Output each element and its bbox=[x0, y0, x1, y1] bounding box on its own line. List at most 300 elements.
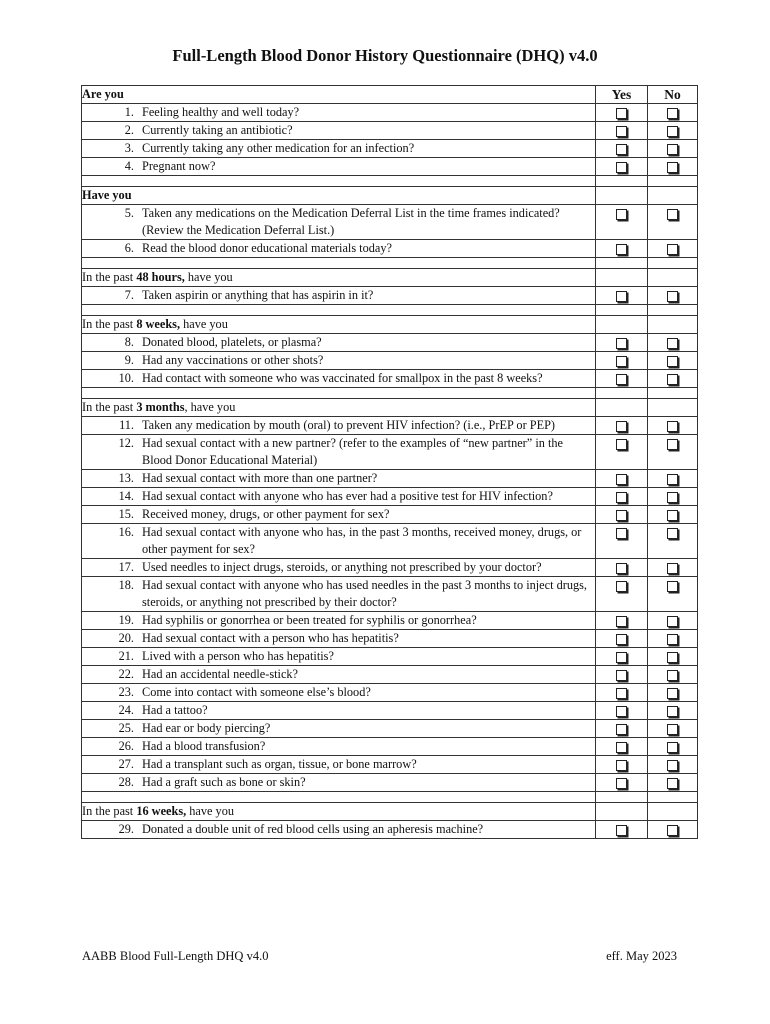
spacer-cell bbox=[596, 388, 648, 399]
question-text: Had contact with someone who was vaccinated for smallpox in the past 8 weeks? bbox=[142, 371, 543, 385]
question bbox=[82, 666, 595, 683]
yes-checkbox[interactable] bbox=[616, 108, 627, 119]
answer-yes-cell bbox=[596, 122, 648, 140]
yes-checkbox[interactable] bbox=[616, 760, 627, 771]
question bbox=[82, 720, 595, 737]
question-cell bbox=[82, 240, 596, 258]
spacer-cell bbox=[648, 258, 698, 269]
yes-checkbox[interactable] bbox=[616, 563, 627, 574]
no-checkbox[interactable] bbox=[667, 670, 678, 681]
question-number: 11. bbox=[119, 418, 134, 432]
question-text: Donated a double unit of red blood cells using an apheresis machine? bbox=[142, 822, 484, 836]
question bbox=[82, 774, 595, 791]
question-cell bbox=[82, 756, 596, 774]
question-cell bbox=[82, 774, 596, 792]
no-checkbox[interactable] bbox=[667, 528, 678, 539]
question-text: Had sexual contact with a person who has hepatitis? bbox=[142, 631, 399, 645]
empty-cell bbox=[648, 187, 698, 205]
question-number: 10. bbox=[118, 371, 134, 385]
question-text: Currently taking an antibiotic? bbox=[142, 123, 293, 137]
answer-yes-cell bbox=[596, 738, 648, 756]
answer-no-cell bbox=[648, 738, 698, 756]
spacer-cell bbox=[596, 792, 648, 803]
answer-no-cell bbox=[648, 470, 698, 488]
question-row bbox=[82, 720, 698, 738]
answer-no-cell bbox=[648, 122, 698, 140]
no-checkbox[interactable] bbox=[667, 421, 678, 432]
yes-checkbox[interactable] bbox=[616, 338, 627, 349]
answer-yes-cell bbox=[596, 287, 648, 305]
yes-checkbox[interactable] bbox=[616, 670, 627, 681]
question-row bbox=[82, 821, 698, 839]
question-row bbox=[82, 370, 698, 388]
question-number: 12. bbox=[118, 436, 134, 450]
section-header-row bbox=[82, 187, 698, 205]
question-number: 17. bbox=[118, 560, 134, 574]
yes-checkbox[interactable] bbox=[616, 778, 627, 789]
question-row bbox=[82, 630, 698, 648]
no-checkbox[interactable] bbox=[667, 144, 678, 155]
spacer-cell bbox=[82, 305, 596, 316]
section-header bbox=[82, 803, 596, 821]
question-cell bbox=[82, 140, 596, 158]
question-row bbox=[82, 666, 698, 684]
question-text: Read the blood donor educational materials today? bbox=[142, 241, 392, 255]
no-checkbox[interactable] bbox=[667, 338, 678, 349]
questionnaire-table bbox=[81, 85, 698, 839]
answer-no-cell bbox=[648, 158, 698, 176]
section-header bbox=[82, 187, 596, 205]
answer-yes-cell bbox=[596, 140, 648, 158]
answer-yes-cell bbox=[596, 684, 648, 702]
question bbox=[82, 417, 595, 434]
question-cell bbox=[82, 684, 596, 702]
answer-yes-cell bbox=[596, 104, 648, 122]
question bbox=[82, 352, 595, 369]
question-row bbox=[82, 756, 698, 774]
section-header-row bbox=[82, 803, 698, 821]
question bbox=[82, 104, 595, 121]
spacer-cell bbox=[596, 305, 648, 316]
yes-checkbox[interactable] bbox=[616, 439, 627, 450]
spacer-cell bbox=[82, 258, 596, 269]
section-header-suffix: , have you bbox=[184, 400, 236, 414]
section-spacer-row bbox=[82, 176, 698, 187]
question-number: 20. bbox=[118, 631, 134, 645]
answer-yes-cell bbox=[596, 205, 648, 240]
question-text: Had a graft such as bone or skin? bbox=[142, 775, 306, 789]
question-row bbox=[82, 577, 698, 612]
question-cell bbox=[82, 334, 596, 352]
question-row bbox=[82, 205, 698, 240]
question-row bbox=[82, 774, 698, 792]
question-number: 22. bbox=[118, 667, 134, 681]
answer-no-cell bbox=[648, 287, 698, 305]
no-checkbox[interactable] bbox=[667, 778, 678, 789]
question-number: 25. bbox=[118, 721, 134, 735]
answer-no-cell bbox=[648, 666, 698, 684]
answer-yes-cell bbox=[596, 821, 648, 839]
spacer-cell bbox=[648, 792, 698, 803]
section-header-row bbox=[82, 86, 698, 104]
question-text: Taken any medication by mouth (oral) to prevent HIV infection? (i.e., PrEP or PEP) bbox=[142, 418, 556, 432]
question-cell bbox=[82, 205, 596, 240]
question-row bbox=[82, 648, 698, 666]
question-cell bbox=[82, 122, 596, 140]
question-row bbox=[82, 122, 698, 140]
question-number: 21. bbox=[118, 649, 134, 663]
question-row bbox=[82, 104, 698, 122]
question-cell bbox=[82, 352, 596, 370]
question bbox=[82, 506, 595, 523]
question bbox=[82, 559, 595, 576]
empty-cell bbox=[596, 269, 648, 287]
question-number: 4. bbox=[124, 159, 134, 173]
answer-yes-cell bbox=[596, 756, 648, 774]
empty-cell bbox=[648, 399, 698, 417]
yes-checkbox[interactable] bbox=[616, 688, 627, 699]
question-text: Had a transplant such as organ, tissue, or bone marrow? bbox=[142, 757, 417, 771]
question-cell bbox=[82, 559, 596, 577]
empty-cell bbox=[648, 269, 698, 287]
question-row bbox=[82, 506, 698, 524]
section-header-prefix: In the past bbox=[82, 270, 137, 284]
yes-checkbox[interactable] bbox=[616, 374, 627, 385]
answer-no-cell bbox=[648, 140, 698, 158]
question-number: 8. bbox=[124, 335, 134, 349]
no-checkbox[interactable] bbox=[667, 563, 678, 574]
section-header-emphasis: 16 weeks, bbox=[136, 804, 187, 818]
answer-yes-cell bbox=[596, 666, 648, 684]
question-cell bbox=[82, 702, 596, 720]
answer-yes-cell bbox=[596, 648, 648, 666]
answer-yes-cell bbox=[596, 240, 648, 258]
question-cell bbox=[82, 370, 596, 388]
question-number: 26. bbox=[118, 739, 134, 753]
question-text: Had sexual contact with anyone who has, in the past 3 months, received money, drugs, or other payment for sex? bbox=[142, 525, 582, 556]
question bbox=[82, 821, 595, 838]
empty-cell bbox=[596, 316, 648, 334]
question bbox=[82, 612, 595, 629]
answer-no-cell bbox=[648, 720, 698, 738]
question-number: 18. bbox=[118, 578, 134, 592]
question-row bbox=[82, 158, 698, 176]
empty-cell bbox=[596, 399, 648, 417]
answer-no-cell bbox=[648, 352, 698, 370]
section-header-row bbox=[82, 269, 698, 287]
answer-yes-cell bbox=[596, 370, 648, 388]
no-checkbox[interactable] bbox=[667, 108, 678, 119]
question-row bbox=[82, 524, 698, 559]
question bbox=[82, 470, 595, 487]
yes-checkbox[interactable] bbox=[616, 421, 627, 432]
question-cell bbox=[82, 666, 596, 684]
question bbox=[82, 756, 595, 773]
section-header-emphasis: 3 months bbox=[136, 400, 185, 414]
no-checkbox[interactable] bbox=[667, 126, 678, 137]
answer-no-cell bbox=[648, 334, 698, 352]
question bbox=[82, 648, 595, 665]
answer-yes-cell bbox=[596, 488, 648, 506]
question bbox=[82, 435, 595, 469]
answer-yes-cell bbox=[596, 577, 648, 612]
answer-no-cell bbox=[648, 205, 698, 240]
section-header-prefix: In the past bbox=[82, 317, 137, 331]
no-checkbox[interactable] bbox=[667, 581, 678, 592]
spacer-cell bbox=[82, 176, 596, 187]
question-text: Had sexual contact with more than one partner? bbox=[142, 471, 378, 485]
yes-checkbox[interactable] bbox=[616, 356, 627, 367]
question-text: Lived with a person who has hepatitis? bbox=[142, 649, 334, 663]
spacer-cell bbox=[82, 388, 596, 399]
question bbox=[82, 702, 595, 719]
answer-no-cell bbox=[648, 630, 698, 648]
answer-yes-cell bbox=[596, 702, 648, 720]
empty-cell bbox=[596, 803, 648, 821]
question-text: Had sexual contact with anyone who has ever had a positive test for HIV infection? bbox=[142, 489, 553, 503]
question-text: Used needles to inject drugs, steroids, or anything not prescribed by your doctor? bbox=[142, 560, 542, 574]
answer-no-cell bbox=[648, 240, 698, 258]
spacer-cell bbox=[82, 792, 596, 803]
section-header-emphasis: Are you bbox=[82, 87, 124, 101]
no-checkbox[interactable] bbox=[667, 742, 678, 753]
section-header-suffix: have you bbox=[180, 317, 228, 331]
spacer-cell bbox=[648, 388, 698, 399]
empty-cell bbox=[648, 316, 698, 334]
question-cell bbox=[82, 158, 596, 176]
question-number: 19. bbox=[118, 613, 134, 627]
question-text: Had a tattoo? bbox=[142, 703, 208, 717]
answer-no-cell bbox=[648, 821, 698, 839]
answer-no-cell bbox=[648, 702, 698, 720]
answer-yes-cell bbox=[596, 774, 648, 792]
question-number: 15. bbox=[118, 507, 134, 521]
question-text: Had syphilis or gonorrhea or been treated for syphilis or gonorrhea? bbox=[142, 613, 477, 627]
question-number: 5. bbox=[124, 206, 134, 220]
question-number: 27. bbox=[118, 757, 134, 771]
spacer-cell bbox=[648, 176, 698, 187]
question bbox=[82, 488, 595, 505]
question-number: 14. bbox=[118, 489, 134, 503]
question-text: Taken any medications on the Medication Deferral List in the time frames indicated? (Review the Medication Deferral List.) bbox=[142, 206, 560, 237]
question-row bbox=[82, 140, 698, 158]
question-number: 2. bbox=[124, 123, 134, 137]
question-cell bbox=[82, 488, 596, 506]
question-cell bbox=[82, 821, 596, 839]
question-cell bbox=[82, 287, 596, 305]
no-checkbox[interactable] bbox=[667, 634, 678, 645]
section-spacer-row bbox=[82, 792, 698, 803]
no-checkbox[interactable] bbox=[667, 760, 678, 771]
question-row bbox=[82, 287, 698, 305]
question-text: Had ear or body piercing? bbox=[142, 721, 271, 735]
yes-checkbox[interactable] bbox=[616, 634, 627, 645]
answer-yes-cell bbox=[596, 559, 648, 577]
question bbox=[82, 158, 595, 175]
empty-cell bbox=[596, 187, 648, 205]
yes-checkbox[interactable] bbox=[616, 706, 627, 717]
no-checkbox[interactable] bbox=[667, 209, 678, 220]
question-number: 9. bbox=[124, 353, 134, 367]
section-header bbox=[82, 86, 596, 104]
answer-no-cell bbox=[648, 684, 698, 702]
question-cell bbox=[82, 470, 596, 488]
yes-checkbox[interactable] bbox=[616, 144, 627, 155]
page-title: Full-Length Blood Donor History Questionnaire (DHQ) v4.0 bbox=[172, 46, 598, 65]
section-header-row bbox=[82, 399, 698, 417]
yes-checkbox[interactable] bbox=[616, 126, 627, 137]
question-number: 3. bbox=[124, 141, 134, 155]
question-text: Currently taking any other medication for an infection? bbox=[142, 141, 415, 155]
question-row bbox=[82, 240, 698, 258]
answer-no-cell bbox=[648, 774, 698, 792]
question-number: 6. bbox=[124, 241, 134, 255]
no-checkbox[interactable] bbox=[667, 492, 678, 503]
question-text: Had a blood transfusion? bbox=[142, 739, 266, 753]
question-number: 16. bbox=[118, 525, 134, 539]
question-cell bbox=[82, 738, 596, 756]
question-number: 24. bbox=[118, 703, 134, 717]
question-number: 23. bbox=[118, 685, 134, 699]
question-row bbox=[82, 684, 698, 702]
answer-no-cell bbox=[648, 612, 698, 630]
yes-checkbox[interactable] bbox=[616, 652, 627, 663]
answer-yes-cell bbox=[596, 417, 648, 435]
question-text: Feeling healthy and well today? bbox=[142, 105, 300, 119]
answer-no-cell bbox=[648, 559, 698, 577]
answer-yes-cell bbox=[596, 334, 648, 352]
question bbox=[82, 577, 595, 611]
answer-yes-cell bbox=[596, 720, 648, 738]
question bbox=[82, 684, 595, 701]
no-checkbox[interactable] bbox=[667, 291, 678, 302]
question-cell bbox=[82, 720, 596, 738]
yes-checkbox[interactable] bbox=[616, 825, 627, 836]
section-header bbox=[82, 399, 596, 417]
no-checkbox[interactable] bbox=[667, 688, 678, 699]
no-checkbox[interactable] bbox=[667, 374, 678, 385]
answer-no-cell bbox=[648, 104, 698, 122]
question bbox=[82, 738, 595, 755]
question bbox=[82, 205, 595, 239]
yes-checkbox[interactable] bbox=[616, 492, 627, 503]
question bbox=[82, 287, 595, 304]
question-row bbox=[82, 612, 698, 630]
question bbox=[82, 240, 595, 257]
answer-yes-cell bbox=[596, 158, 648, 176]
yes-checkbox[interactable] bbox=[616, 616, 627, 627]
question-cell bbox=[82, 648, 596, 666]
question bbox=[82, 140, 595, 157]
question-row bbox=[82, 702, 698, 720]
question bbox=[82, 334, 595, 351]
question-cell bbox=[82, 104, 596, 122]
question-number: 13. bbox=[118, 471, 134, 485]
no-checkbox[interactable] bbox=[667, 356, 678, 367]
question bbox=[82, 630, 595, 647]
yes-checkbox[interactable] bbox=[616, 209, 627, 220]
question-cell bbox=[82, 524, 596, 559]
question-row bbox=[82, 488, 698, 506]
yes-checkbox[interactable] bbox=[616, 528, 627, 539]
section-spacer-row bbox=[82, 305, 698, 316]
no-checkbox[interactable] bbox=[667, 825, 678, 836]
no-checkbox[interactable] bbox=[667, 652, 678, 663]
question-cell bbox=[82, 506, 596, 524]
question-number: 29. bbox=[118, 822, 134, 836]
question-cell bbox=[82, 577, 596, 612]
answer-no-cell bbox=[648, 370, 698, 388]
column-header-no: No bbox=[648, 86, 698, 104]
answer-no-cell bbox=[648, 756, 698, 774]
answer-yes-cell bbox=[596, 506, 648, 524]
no-checkbox[interactable] bbox=[667, 439, 678, 450]
answer-no-cell bbox=[648, 506, 698, 524]
answer-no-cell bbox=[648, 648, 698, 666]
question-cell bbox=[82, 417, 596, 435]
answer-no-cell bbox=[648, 524, 698, 559]
answer-yes-cell bbox=[596, 612, 648, 630]
no-checkbox[interactable] bbox=[667, 616, 678, 627]
answer-no-cell bbox=[648, 488, 698, 506]
answer-no-cell bbox=[648, 417, 698, 435]
answer-no-cell bbox=[648, 577, 698, 612]
question-row bbox=[82, 559, 698, 577]
no-checkbox[interactable] bbox=[667, 474, 678, 485]
no-checkbox[interactable] bbox=[667, 706, 678, 717]
yes-checkbox[interactable] bbox=[616, 474, 627, 485]
question-row bbox=[82, 435, 698, 470]
question bbox=[82, 524, 595, 558]
question-text: Had sexual contact with anyone who has used needles in the past 3 months to inject drugs, steroids, or anything not prescribed by their doctor? bbox=[142, 578, 587, 609]
spacer-cell bbox=[596, 258, 648, 269]
footer-effective-date: eff. May 2023 bbox=[606, 949, 677, 963]
question-row bbox=[82, 470, 698, 488]
question-row bbox=[82, 417, 698, 435]
no-checkbox[interactable] bbox=[667, 162, 678, 173]
question-text: Had an accidental needle-stick? bbox=[142, 667, 299, 681]
empty-cell bbox=[648, 803, 698, 821]
answer-no-cell bbox=[648, 435, 698, 470]
yes-checkbox[interactable] bbox=[616, 510, 627, 521]
question-text: Donated blood, platelets, or plasma? bbox=[142, 335, 322, 349]
section-header-suffix: have you bbox=[186, 804, 234, 818]
yes-checkbox[interactable] bbox=[616, 724, 627, 735]
yes-checkbox[interactable] bbox=[616, 291, 627, 302]
question-number: 7. bbox=[124, 288, 134, 302]
section-header-suffix: have you bbox=[184, 270, 233, 284]
no-checkbox[interactable] bbox=[667, 510, 678, 521]
yes-checkbox[interactable] bbox=[616, 162, 627, 173]
question bbox=[82, 122, 595, 139]
question-row bbox=[82, 334, 698, 352]
section-header-emphasis: 48 hours, bbox=[136, 270, 185, 284]
no-checkbox[interactable] bbox=[667, 724, 678, 735]
no-checkbox[interactable] bbox=[667, 244, 678, 255]
answer-yes-cell bbox=[596, 352, 648, 370]
spacer-cell bbox=[648, 305, 698, 316]
section-header-emphasis: Have you bbox=[82, 188, 132, 202]
section-header-prefix: In the past bbox=[82, 400, 137, 414]
question-row bbox=[82, 738, 698, 756]
yes-checkbox[interactable] bbox=[616, 244, 627, 255]
yes-checkbox[interactable] bbox=[616, 742, 627, 753]
question-row bbox=[82, 352, 698, 370]
question-text: Had any vaccinations or other shots? bbox=[142, 353, 324, 367]
spacer-cell bbox=[596, 176, 648, 187]
yes-checkbox[interactable] bbox=[616, 581, 627, 592]
section-header-emphasis: 8 weeks, bbox=[136, 317, 181, 331]
